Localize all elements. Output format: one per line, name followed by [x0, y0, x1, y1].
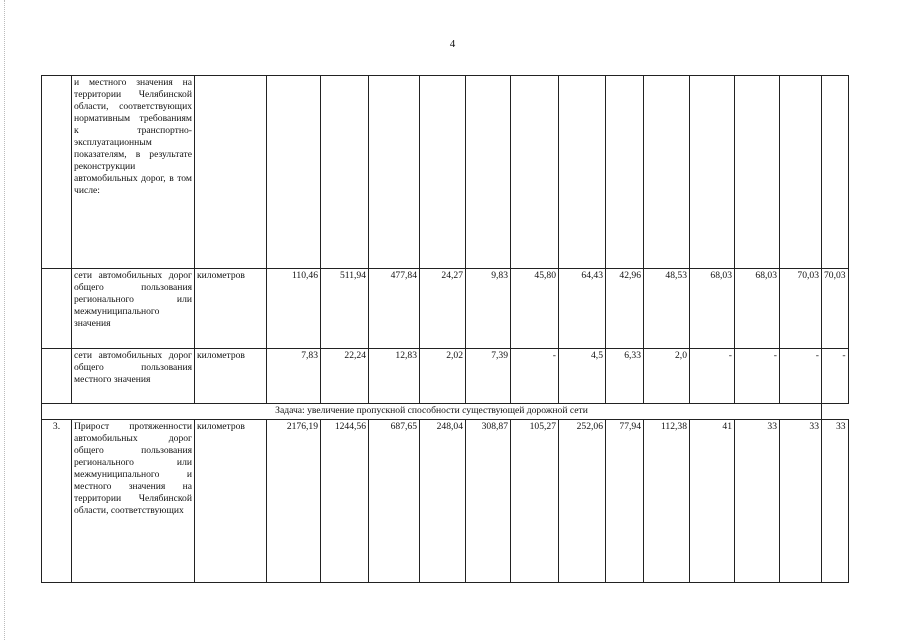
value-cell: 112,38	[644, 420, 690, 583]
value-cell	[466, 76, 511, 269]
indicators-table	[41, 75, 849, 583]
value-cell: -	[511, 349, 559, 404]
indicator-name-cell: сети автомобильных дорог общего пользования местного значения	[72, 349, 195, 404]
value-cell: 33	[822, 420, 849, 583]
value-cell: 42,96	[606, 269, 644, 349]
value-cell	[822, 76, 849, 269]
value-cell: -	[735, 349, 780, 404]
row-index-cell	[42, 349, 72, 404]
value-cell: 64,43	[559, 269, 606, 349]
table-row	[42, 349, 849, 404]
unit-cell: километров	[195, 349, 267, 404]
value-cell: 6,33	[606, 349, 644, 404]
value-cell: 105,27	[511, 420, 559, 583]
value-cell	[780, 76, 822, 269]
value-cell: -	[690, 349, 735, 404]
value-cell	[267, 76, 321, 269]
value-cell: 511,94	[321, 269, 369, 349]
value-cell: 48,53	[644, 269, 690, 349]
task-text: Задача: увеличение пропускной способности существующей дорожной сети	[42, 404, 822, 420]
value-cell: 477,84	[369, 269, 420, 349]
unit-cell	[195, 76, 267, 269]
value-cell	[559, 76, 606, 269]
value-cell: -	[780, 349, 822, 404]
value-cell: 33	[780, 420, 822, 583]
value-cell: 1244,56	[321, 420, 369, 583]
value-cell: 77,94	[606, 420, 644, 583]
value-cell: 2,02	[420, 349, 466, 404]
row-index-cell: 3.	[42, 420, 72, 583]
scan-margin-line	[4, 0, 5, 640]
value-cell: 9,83	[466, 269, 511, 349]
table-row	[42, 420, 849, 583]
value-cell	[511, 76, 559, 269]
value-cell: 12,83	[369, 349, 420, 404]
value-cell: 7,83	[267, 349, 321, 404]
indicator-name-cell: и местного значения на территории Челябинской области, соответствующих нормативным требованиям к транспортно-эксплуатационным показателям, в результате реконструкции автомобильных дорог, в том числе:	[72, 76, 195, 269]
indicator-name-cell: сети автомобильных дорог общего пользования регионального или межмуниципального значения	[72, 269, 195, 349]
value-cell: 2176,19	[267, 420, 321, 583]
value-cell: 7,39	[466, 349, 511, 404]
value-cell	[606, 76, 644, 269]
page-number: 4	[449, 38, 456, 50]
value-cell: 24,27	[420, 269, 466, 349]
value-cell: 70,03	[780, 269, 822, 349]
value-cell: -	[822, 349, 849, 404]
value-cell	[369, 76, 420, 269]
value-cell: 70,03	[822, 269, 849, 349]
table-row	[42, 269, 849, 349]
value-cell: 33	[735, 420, 780, 583]
row-index-cell	[42, 76, 72, 269]
value-cell: 22,24	[321, 349, 369, 404]
value-cell: 68,03	[690, 269, 735, 349]
value-cell: 252,06	[559, 420, 606, 583]
table-row	[42, 76, 849, 269]
value-cell: 68,03	[735, 269, 780, 349]
value-cell	[321, 76, 369, 269]
unit-cell: километров	[195, 269, 267, 349]
value-cell: 248,04	[420, 420, 466, 583]
task-row	[42, 404, 849, 420]
value-cell	[690, 76, 735, 269]
indicator-name-cell: Прирост протяженности автомобильных дорог общего пользования регионального или межмуниципального и местного значения на территории Челябинской области, соответствующих	[72, 420, 195, 583]
unit-cell: километров	[195, 420, 267, 583]
row-index-cell	[42, 269, 72, 349]
value-cell	[420, 76, 466, 269]
value-cell: 110,46	[267, 269, 321, 349]
value-cell: 4,5	[559, 349, 606, 404]
value-cell: 687,65	[369, 420, 420, 583]
value-cell: 41	[690, 420, 735, 583]
value-cell: 2,0	[644, 349, 690, 404]
value-cell	[735, 76, 780, 269]
value-cell	[644, 76, 690, 269]
value-cell: 45,80	[511, 269, 559, 349]
value-cell: 308,87	[466, 420, 511, 583]
